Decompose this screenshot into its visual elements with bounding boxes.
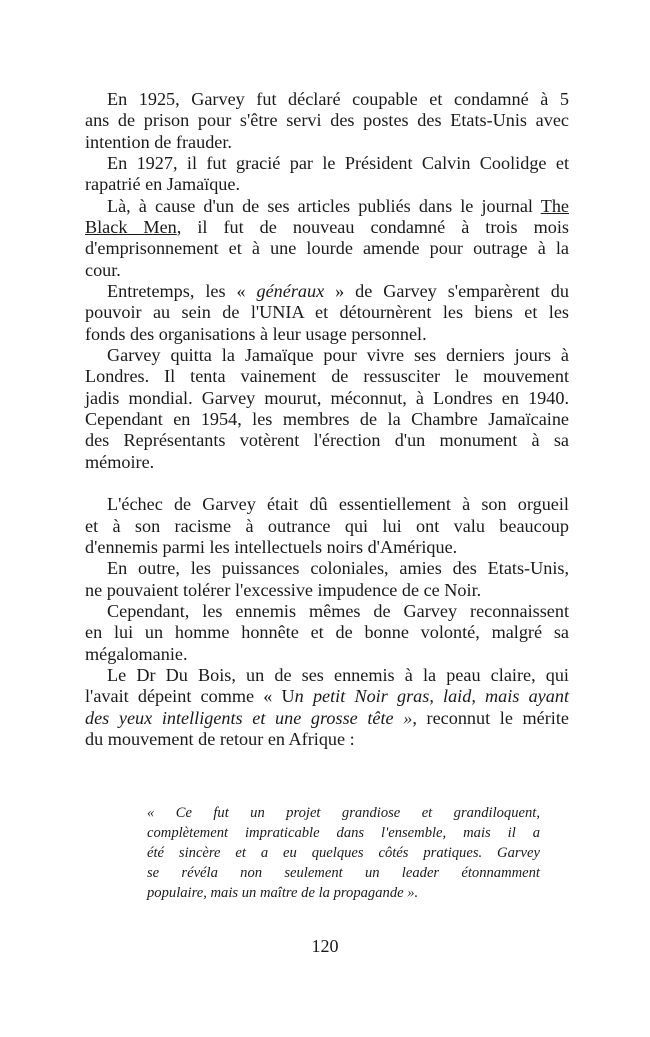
text-line: [85, 132, 569, 153]
paragraph: [85, 601, 569, 665]
quote-line: populaire, mais un maître de la propagande ».: [147, 885, 419, 901]
text-line: [85, 665, 569, 686]
text-line: [85, 644, 569, 665]
block-quote: [147, 803, 540, 903]
text-segment: En outre, les puissances coloniales, amies des Etats-Unis,: [107, 558, 569, 579]
text-line: [85, 196, 569, 217]
text-segment: rapatrié en Jamaïque.: [85, 174, 241, 195]
paragraph: [85, 153, 569, 196]
quote-line: « Ce fut un projet grandiose et grandiloquent,: [147, 805, 540, 821]
text-segment: , il fut de nouveau condamné à trois mois: [176, 216, 570, 237]
text-line: [85, 409, 569, 430]
text-line: [85, 388, 569, 409]
text-line: [85, 686, 569, 707]
text-segment: » de Garvey s'emparèrent du: [324, 280, 569, 301]
text-segment: cour.: [85, 259, 121, 280]
underlined-title: The: [540, 195, 569, 216]
page-number: 120: [311, 936, 339, 956]
text-line: [85, 345, 569, 366]
paragraph: [85, 196, 569, 281]
text-line: [85, 601, 569, 622]
text-line: [85, 238, 569, 259]
text-segment: du mouvement de retour en Afrique :: [85, 728, 355, 749]
blank-line: [85, 473, 569, 494]
text-line: [85, 110, 569, 131]
text-segment: intention de frauder.: [85, 131, 232, 152]
text-segment: ans de prison pour s'être servi des postes des Etats-Unis avec: [85, 110, 569, 131]
text-segment: Garvey quitta la Jamaïque pour vivre ses derniers jours à: [107, 344, 569, 365]
paragraph: [85, 89, 569, 153]
text-line: [85, 580, 569, 601]
text-segment: Londres. Il tenta vainement de ressusciter le mouvement: [85, 366, 569, 387]
text-segment: des Représentants votèrent l'érection d'un monument à sa: [85, 430, 569, 451]
text-segment: L'échec de Garvey était dû essentiellement à son orgueil: [107, 494, 569, 515]
quote-line: se révéla non seulement un leader étonnamment: [147, 865, 540, 881]
text-segment: Cependant, les ennemis mêmes de Garvey reconnaissent: [107, 600, 569, 621]
text-line: [85, 324, 569, 345]
text-segment: mémoire.: [85, 451, 155, 472]
text-line: [85, 430, 569, 451]
text-segment: En 1925, Garvey fut déclaré coupable et condamné à 5: [107, 89, 569, 109]
paragraph: [85, 558, 569, 601]
text-line: [85, 217, 569, 238]
text-segment: d'emprisonnement et à une lourde amende pour outrage à la: [85, 238, 569, 259]
paragraph: [85, 345, 569, 473]
text-segment: Là, à cause d'un de ses articles publiés dans le journal: [107, 195, 541, 216]
text-line: [85, 622, 569, 643]
italic-text: généraux: [256, 280, 325, 301]
text-segment: et à son racisme à outrance qui lui ont valu beaucoup: [85, 515, 569, 536]
paragraph: [85, 665, 569, 750]
text-segment: fonds des organisations à leur usage personnel.: [85, 323, 427, 344]
quote-line: été sincère et a eu quelques côtés pratiques. Garvey: [147, 845, 540, 861]
text-line: [85, 729, 569, 750]
text-line: [85, 558, 569, 579]
text-segment: ne pouvaient tolérer l'excessive impudence de ce Noir.: [85, 579, 482, 600]
paragraph: [85, 281, 569, 345]
quote-line: complètement impraticable dans l'ensemble, mais il a: [147, 825, 540, 841]
text-segment: Entretemps, les «: [107, 280, 257, 301]
text-line: [85, 89, 569, 110]
text-line: [85, 708, 569, 729]
text-segment: Cependant en 1954, les membres de la Chambre Jamaïcaine: [85, 408, 569, 429]
text-segment: En 1927, il fut gracié par le Président Calvin Coolidge et: [107, 152, 569, 173]
underlined-title: Black Men: [85, 216, 177, 237]
body-text: [85, 89, 569, 750]
text-segment: mégalomanie.: [85, 643, 188, 664]
text-line: [85, 302, 569, 323]
text-segment: , reconnut le mérite: [412, 707, 569, 728]
text-line: [85, 366, 569, 387]
text-line: [85, 260, 569, 281]
text-segment: Le Dr Du Bois, un de ses ennemis à la peau claire, qui: [107, 664, 569, 685]
paragraph: [85, 494, 569, 558]
text-line: [85, 153, 569, 174]
text-segment: pouvoir au sein de l'UNIA et détournèrent les biens et les: [85, 302, 569, 323]
text-line: [85, 516, 569, 537]
text-line: [85, 494, 569, 515]
text-segment: d'ennemis parmi les intellectuels noirs d'Amérique.: [85, 536, 458, 557]
text-line: [85, 281, 569, 302]
text-line: [85, 174, 569, 195]
text-segment: en lui un homme honnête et de bonne volonté, malgré sa: [85, 622, 569, 643]
text-line: [85, 537, 569, 558]
italic-text: n petit Noir gras, laid, mais ayant: [294, 686, 569, 707]
text-segment: l'avait dépeint comme « U: [85, 686, 295, 707]
text-line: [85, 452, 569, 473]
italic-text: des yeux intelligents et une grosse tête »: [85, 707, 413, 728]
text-segment: jadis mondial. Garvey mourut, méconnut, à Londres en 1940.: [85, 387, 569, 408]
